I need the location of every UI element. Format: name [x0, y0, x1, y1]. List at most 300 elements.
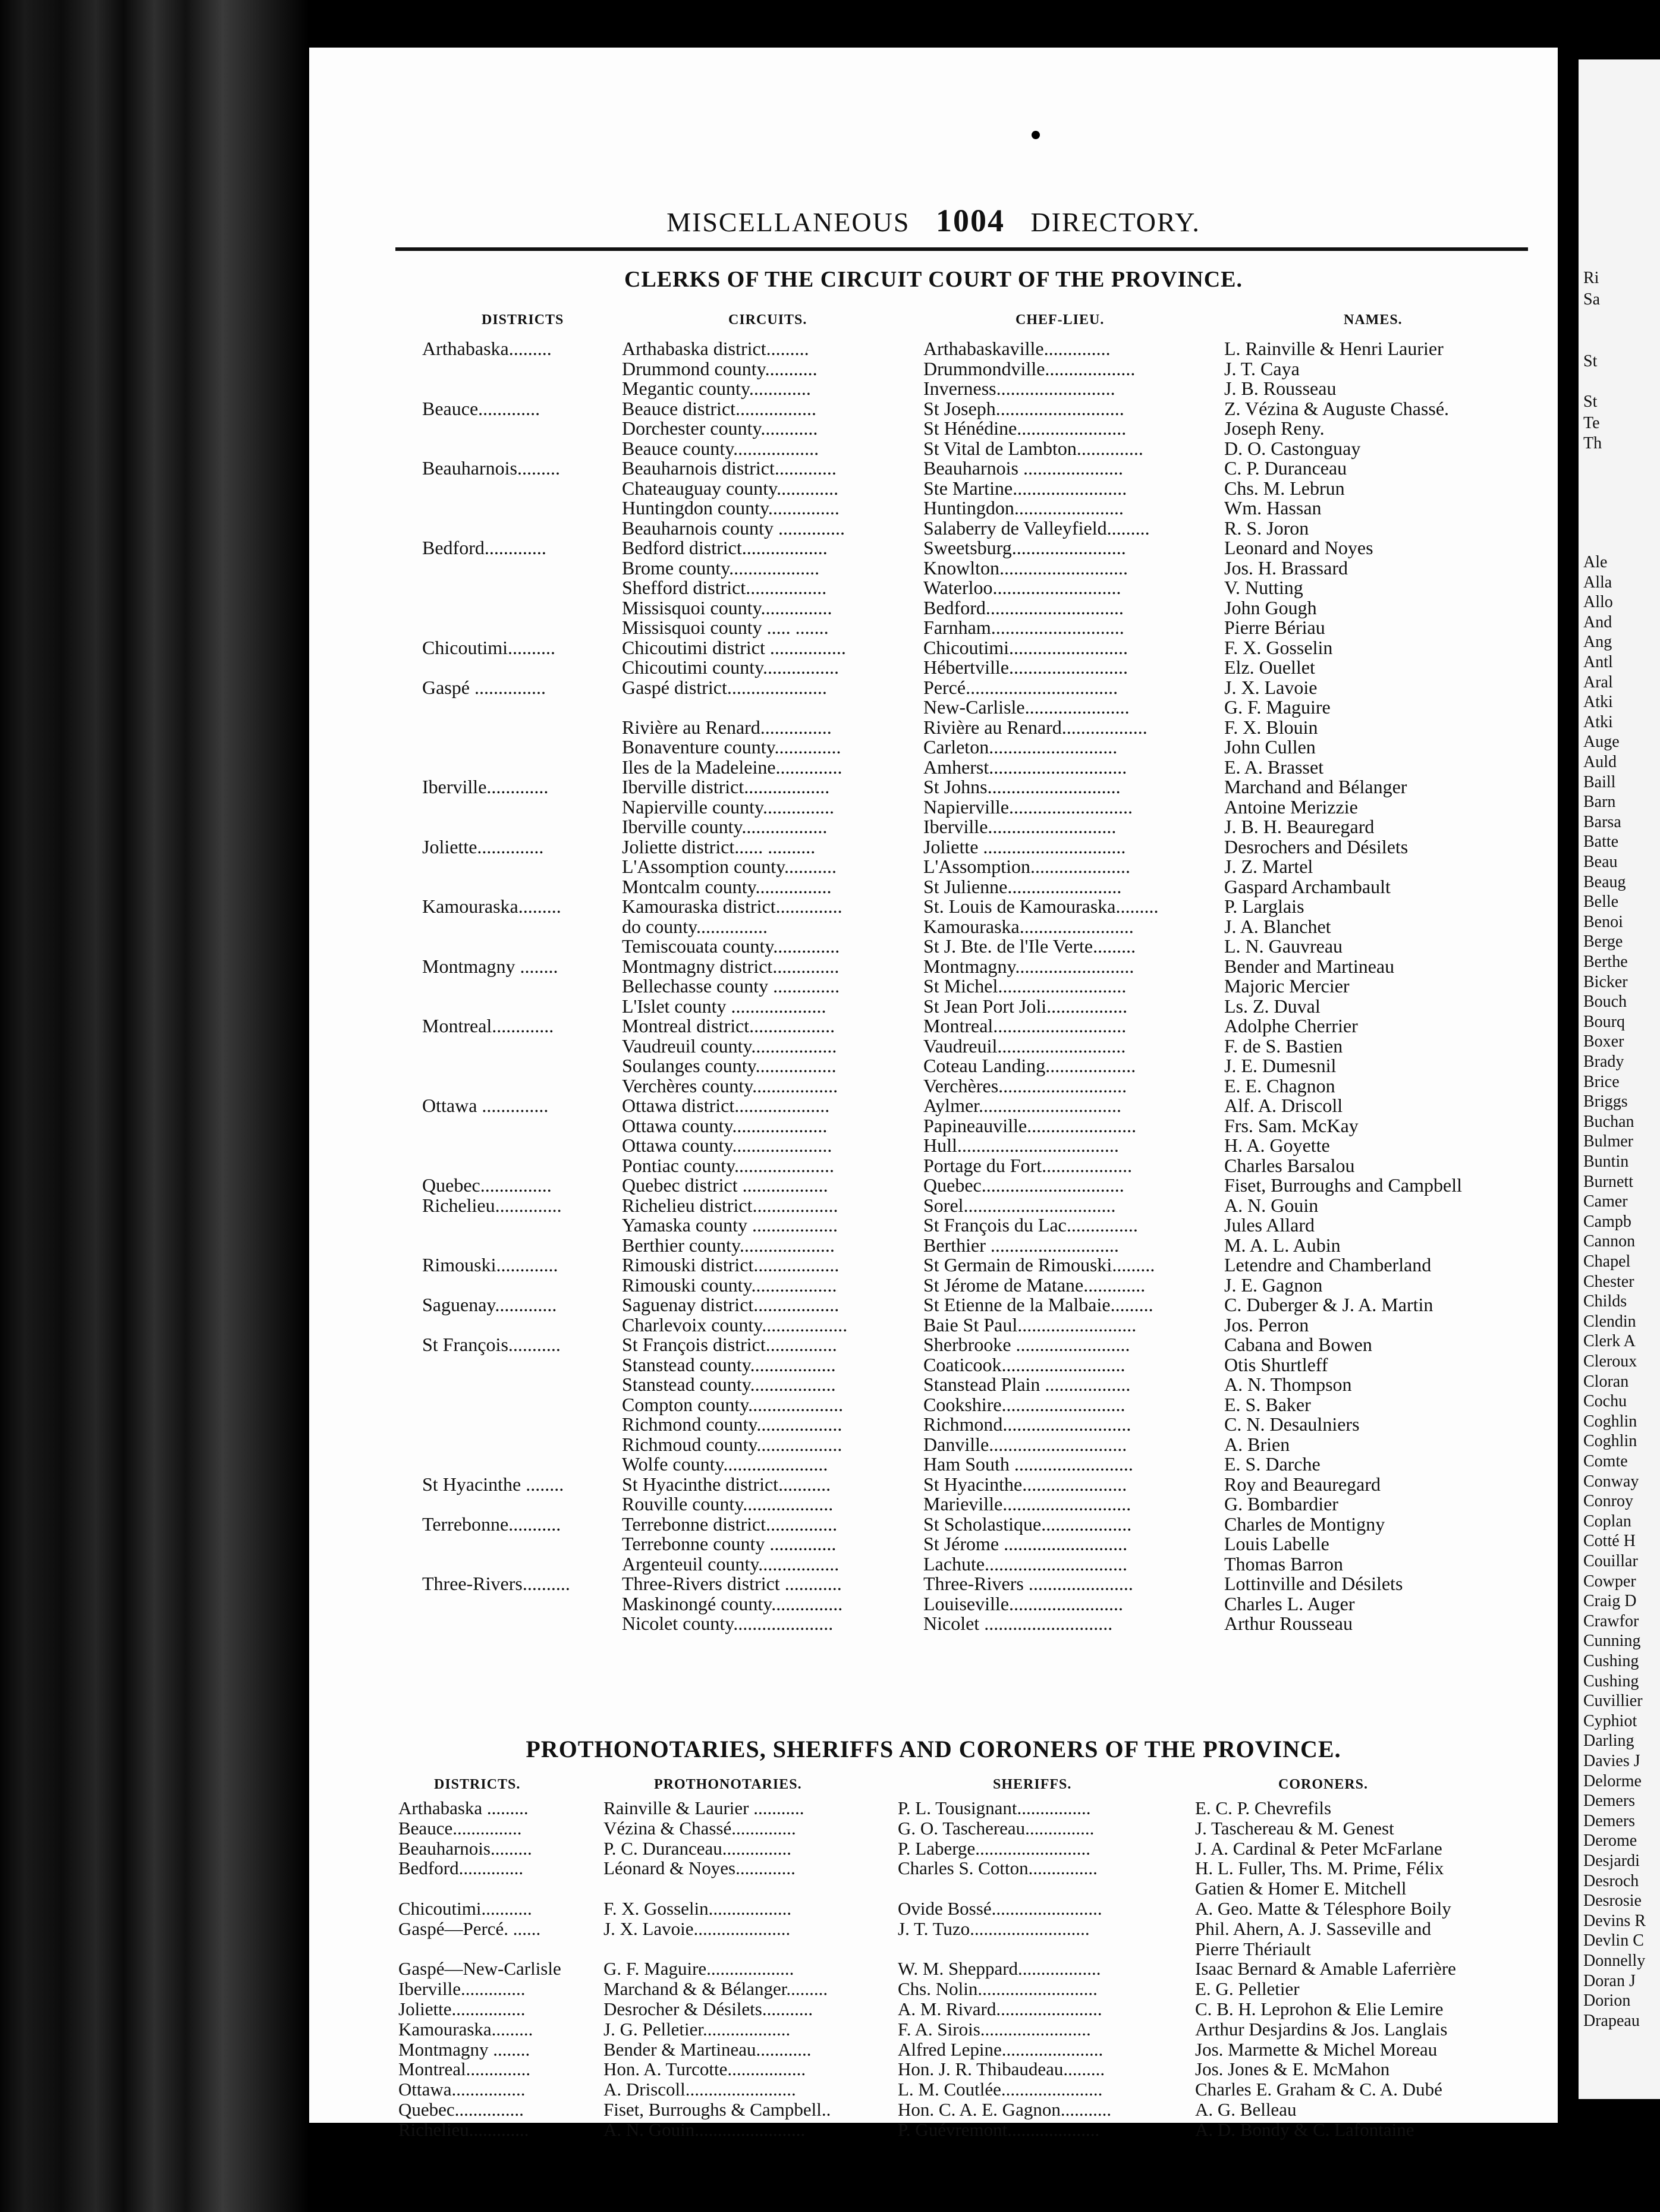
chef-lieu-cell: Carleton........................... [923, 736, 1118, 758]
clerk-name-cell: Leonard and Noyes [1224, 537, 1373, 558]
chef-lieu-cell: St Johns............................ [923, 776, 1121, 797]
facing-page-line: Aral [1583, 673, 1613, 692]
clerk-name-cell: L. Rainville & Henri Laurier [1224, 338, 1444, 359]
clerks-section-title: CLERKS OF THE CIRCUIT COURT OF THE PROVINCE. [624, 267, 1243, 292]
chef-lieu-cell: Sherbrooke ........................ [923, 1334, 1130, 1355]
sheriff-cell: Alfred Lepine...................... [898, 2038, 1103, 2060]
circuit-cell: Iberville county.................. [622, 816, 828, 837]
chef-lieu-cell: Amherst............................. [923, 756, 1127, 778]
chef-lieu-cell: Waterloo........................... [923, 577, 1121, 598]
clerk-name-cell: Roy and Beauregard [1224, 1473, 1381, 1495]
table-row [309, 2039, 1558, 2059]
district-cell: Montmagny ........ [422, 955, 558, 977]
clerk-name-cell: Bender and Martineau [1224, 955, 1395, 977]
clerk-name-cell: Letendre and Chamberland [1224, 1254, 1432, 1275]
facing-page-line: Conroy [1583, 1492, 1633, 1511]
circuit-cell: Bonaventure county.............. [622, 736, 841, 758]
district-cell: Kamouraska......... [422, 896, 561, 917]
district-cell: Montreal.............. [398, 2059, 531, 2080]
facing-page-line: Demers [1583, 1811, 1636, 1830]
district-cell: Quebec............... [422, 1174, 552, 1196]
circuit-cell: Bedford district.................. [622, 537, 828, 558]
book-binding [0, 0, 309, 2212]
circuit-cell: Shefford district................. [622, 577, 827, 598]
prothonotary-cell: Fiset, Burroughs & Campbell.. [603, 2099, 831, 2120]
page-gutter [1559, 48, 1579, 2123]
coroner-cell: Jos. Marmette & Michel Moreau [1195, 2038, 1438, 2060]
table-row [309, 956, 1558, 976]
table-row [309, 1155, 1558, 1175]
clerk-name-cell: E. A. Brasset [1224, 756, 1324, 778]
table-row [309, 617, 1558, 637]
table-row [309, 597, 1558, 617]
column-header: PROTHONOTARIES. [654, 1777, 802, 1792]
circuit-cell: L'Islet county .................... [622, 995, 826, 1017]
facing-page-line: Belle [1583, 893, 1619, 912]
circuit-cell: Montcalm county................ [622, 875, 832, 897]
column-header: CHEF-LIEU. [1016, 312, 1105, 328]
table-row [309, 1453, 1558, 1473]
facing-page-line: Devlin C [1583, 1931, 1644, 1950]
clerk-name-cell: Z. Vézina & Auguste Chassé. [1224, 397, 1450, 419]
clerk-name-cell: Joseph Reny. [1224, 417, 1325, 439]
district-cell: Gaspé ............... [422, 676, 546, 698]
circuit-cell: Pontiac county..................... [622, 1154, 834, 1176]
chef-lieu-cell: Montreal............................ [923, 1015, 1127, 1036]
chef-lieu-cell: Farnham............................ [923, 617, 1124, 638]
circuit-cell: do county............... [622, 915, 768, 937]
table-row [309, 1593, 1558, 1613]
table-row [309, 1613, 1558, 1633]
table-row [309, 557, 1558, 577]
clerk-name-cell: E. E. Chagnon [1224, 1074, 1335, 1096]
chef-lieu-cell: Sweetsburg........................ [923, 537, 1126, 558]
circuit-cell: Megantic county............. [622, 378, 811, 399]
clerk-name-cell: Wm. Hassan [1224, 497, 1322, 519]
chef-lieu-cell: Aylmer.............................. [923, 1095, 1122, 1116]
table-row [309, 1095, 1558, 1115]
chef-lieu-cell: Joliette .............................. [923, 835, 1126, 857]
coroner-cell: Gatien & Homer E. Mitchell [1195, 1878, 1407, 1899]
clerk-name-cell: H. A. Goyette [1224, 1135, 1330, 1156]
facing-page-line: Delorme [1583, 1771, 1642, 1790]
circuit-cell: Saguenay district.................. [622, 1294, 840, 1315]
coroner-cell: A. D. Bondy & C. Lafontaine [1195, 2119, 1414, 2140]
chef-lieu-cell: Berthier ........................... [923, 1234, 1119, 1256]
coroner-cell: A. G. Belleau [1195, 2099, 1297, 2120]
column-header: CORONERS. [1278, 1777, 1369, 1792]
circuit-cell: Iberville district.................. [622, 776, 830, 797]
table-row [309, 517, 1558, 538]
table-row [309, 1473, 1558, 1494]
clerk-name-cell: Elz. Ouellet [1224, 656, 1315, 678]
circuit-cell: Chateauguay county............. [622, 477, 839, 499]
directory-page [309, 48, 1558, 2140]
prothonotary-cell: Marchand & & Bélanger......... [603, 1978, 828, 2000]
facing-page-line: And [1583, 612, 1612, 631]
chef-lieu-cell: Rivière au Renard.................. [923, 716, 1147, 738]
circuit-cell: Terrebonne county .............. [622, 1533, 837, 1554]
facing-page-line: Benoi [1583, 912, 1623, 931]
chef-lieu-cell: Lachute.............................. [923, 1553, 1128, 1575]
district-cell: Chicoutimi........... [398, 1898, 532, 1919]
facing-page-line: Comte [1583, 1452, 1628, 1471]
clerk-name-cell: Chs. M. Lebrun [1224, 477, 1345, 499]
coroner-cell: E. G. Pelletier [1195, 1978, 1300, 2000]
table-row [309, 836, 1558, 856]
facing-page-line: Auge [1583, 733, 1620, 752]
table-row [309, 756, 1558, 777]
circuit-cell: Stanstead county.................. [622, 1374, 836, 1395]
prothonotary-cell: Rainville & Laurier ........... [603, 1798, 804, 1818]
sheriff-cell: P. Guévremont.................... [898, 2119, 1100, 2140]
sheriff-cell: G. O. Taschereau............... [898, 1817, 1095, 1839]
coroner-cell: C. B. H. Leprohon & Elie Lemire [1195, 1999, 1444, 2019]
column-header: NAMES. [1344, 312, 1403, 328]
table-row [309, 1135, 1558, 1155]
chef-lieu-cell: St François du Lac............... [923, 1214, 1138, 1236]
circuit-cell: Montmagny district.............. [622, 955, 840, 977]
sheriff-cell: Charles S. Cotton............... [898, 1858, 1098, 1879]
clerk-name-cell: Charles L. Auger [1224, 1592, 1355, 1614]
table-row [309, 378, 1558, 398]
prothonotary-cell: F. X. Gosselin.................. [603, 1898, 792, 1919]
clerk-name-cell: J. B. Rousseau [1224, 378, 1337, 399]
table-row [309, 1413, 1558, 1434]
facing-page-line: Berge [1583, 932, 1623, 951]
table-row [309, 358, 1558, 378]
table-row [309, 2099, 1558, 2119]
header-rule [395, 247, 1528, 251]
circuit-cell: Rouville county................... [622, 1493, 834, 1515]
prothonotary-cell: Hon. A. Turcotte................. [603, 2059, 806, 2080]
table-row [309, 816, 1558, 836]
chef-lieu-cell: Bedford............................. [923, 596, 1124, 618]
clerk-name-cell: Desrochers and Désilets [1224, 835, 1409, 857]
facing-page-line: Briggs [1583, 1092, 1628, 1111]
circuit-cell: Dorchester county............ [622, 417, 818, 439]
facing-page-line: Bourq [1583, 1012, 1625, 1031]
circuit-cell: Argenteuil county................. [622, 1553, 840, 1575]
circuit-cell: Vaudreuil county.................. [622, 1035, 837, 1057]
clerk-name-cell: Jos. H. Brassard [1224, 557, 1348, 579]
prothonotary-cell: J. G. Pelletier................... [603, 2018, 791, 2040]
column-header: SHERIFFS. [993, 1777, 1072, 1792]
table-row [309, 1274, 1558, 1294]
clerk-name-cell: F. X. Blouin [1224, 716, 1318, 738]
circuit-cell: Richmoud county.................. [622, 1433, 842, 1455]
table-row [309, 1195, 1558, 1215]
clerk-name-cell: Cabana and Bowen [1224, 1334, 1372, 1355]
table-row [309, 1374, 1558, 1394]
chef-lieu-cell: St Michel........................... [923, 975, 1127, 997]
running-head-left: MISCELLANEOUS [666, 207, 910, 237]
circuit-cell: Rivière au Renard............... [622, 716, 832, 738]
district-cell: Ottawa................ [398, 2079, 526, 2100]
district-cell: Beauharnois......... [398, 1837, 532, 1859]
chef-lieu-cell: Portage du Fort................... [923, 1154, 1133, 1176]
table-row [309, 1958, 1558, 1978]
chef-lieu-cell: Iberville........................... [923, 816, 1117, 837]
facing-page-line: Clerk A [1583, 1332, 1636, 1351]
table-row [309, 637, 1558, 657]
circuit-cell: Huntingdon county............... [622, 497, 840, 519]
chef-lieu-cell: Beauharnois ..................... [923, 457, 1123, 479]
clerk-name-cell: Alf. A. Driscoll [1224, 1095, 1343, 1116]
clerk-name-cell: Otis Shurtleff [1224, 1353, 1328, 1375]
facing-page-line: Couillar [1583, 1552, 1638, 1570]
facing-page-line: Ale [1583, 553, 1608, 571]
chef-lieu-cell: Danville............................. [923, 1433, 1127, 1455]
table-row [309, 935, 1558, 956]
circuit-cell: St François district............... [622, 1334, 837, 1355]
sheriff-cell: Ovide Bossé........................ [898, 1898, 1102, 1919]
chef-lieu-cell: Marieville........................... [923, 1493, 1131, 1515]
chef-lieu-cell: St Jérome .......................... [923, 1533, 1128, 1554]
facing-page-line: Desroch [1583, 1871, 1639, 1890]
clerk-name-cell: M. A. L. Aubin [1224, 1234, 1341, 1256]
chef-lieu-cell: St Vital de Lambton.............. [923, 437, 1143, 459]
circuit-cell: Drummond county........... [622, 357, 818, 379]
facing-page-line: Cotté H [1583, 1532, 1636, 1551]
district-cell: St François........... [422, 1334, 561, 1355]
circuit-cell: Soulanges county................. [622, 1055, 837, 1076]
coroner-cell: Pierre Thériault [1195, 1938, 1311, 1959]
coroner-cell: J. A. Cardinal & Peter McFarlane [1195, 1837, 1442, 1859]
chef-lieu-cell: St Joseph........................... [923, 397, 1124, 419]
clerk-name-cell: J. E. Dumesnil [1224, 1055, 1337, 1076]
table-row [309, 1978, 1558, 1999]
facing-page-line: Demers [1583, 1792, 1636, 1811]
district-cell: Bedford.............. [398, 1858, 524, 1879]
facing-page-line: Boxer [1583, 1032, 1624, 1051]
table-row [309, 1513, 1558, 1534]
clerk-name-cell: J. B. H. Beauregard [1224, 816, 1375, 837]
chef-lieu-cell: Baie St Paul......................... [923, 1314, 1137, 1336]
district-cell: Beauharnois......... [422, 457, 560, 479]
circuit-cell: Brome county................... [622, 557, 820, 579]
chef-lieu-cell: Salaberry de Valleyfield......... [923, 517, 1150, 539]
table-row [309, 717, 1558, 737]
facing-page-line: Te [1583, 414, 1600, 432]
clerk-name-cell: G. Bombardier [1224, 1493, 1338, 1515]
district-cell: Joliette.............. [422, 835, 544, 857]
column-header: CIRCUITS. [728, 312, 807, 328]
facing-page-line: Batte [1583, 832, 1619, 852]
chef-lieu-cell: Arthabaskaville.............. [923, 338, 1111, 359]
table-row [309, 896, 1558, 916]
table-row [309, 1533, 1558, 1553]
sheriff-cell: A. M. Rivard....................... [898, 1999, 1102, 2019]
table-row [309, 677, 1558, 697]
facing-page-line: Davies J [1583, 1752, 1640, 1770]
circuit-cell: Joliette district...... .......... [622, 835, 816, 857]
prothonotary-cell: G. F. Maguire................... [603, 1958, 794, 1980]
facing-page-line: Clendin [1583, 1312, 1636, 1331]
clerk-name-cell: A. N. Thompson [1224, 1374, 1352, 1395]
table-row [309, 1493, 1558, 1513]
prothonotary-cell: A. Driscoll........................ [603, 2079, 796, 2100]
chef-lieu-cell: Hébertville......................... [923, 656, 1128, 678]
facing-page-line: Alla [1583, 573, 1612, 592]
circuit-cell: Montreal district.................. [622, 1015, 835, 1036]
district-cell: Montmagny ........ [398, 2038, 530, 2060]
circuit-cell: Wolfe county...................... [622, 1453, 828, 1475]
chef-lieu-cell: Ham South ......................... [923, 1453, 1133, 1475]
clerk-name-cell: Fiset, Burroughs and Campbell [1224, 1174, 1462, 1196]
table-row [309, 1254, 1558, 1274]
facing-page-line: Cleroux [1583, 1352, 1637, 1371]
circuit-cell: Ottawa county..................... [622, 1135, 832, 1156]
clerk-name-cell: J. X. Lavoie [1224, 676, 1318, 698]
circuit-cell: Kamouraska district.............. [622, 896, 842, 917]
table-row [309, 1015, 1558, 1035]
circuit-cell: Quebec district .................. [622, 1174, 828, 1196]
chef-lieu-cell: Quebec.............................. [923, 1174, 1124, 1196]
table-row [309, 796, 1558, 816]
sheriff-cell: Chs. Nolin.......................... [898, 1978, 1098, 2000]
coroner-cell: Isaac Bernard & Amable Laferrière [1195, 1958, 1456, 1980]
facing-page-line: Bouch [1583, 992, 1627, 1011]
facing-page-line: St [1583, 392, 1598, 411]
table-row [309, 477, 1558, 498]
coroner-cell: Charles E. Graham & C. A. Dubé [1195, 2079, 1442, 2100]
table-row [309, 736, 1558, 756]
chef-lieu-cell: Nicolet ........................... [923, 1613, 1113, 1634]
district-cell: Gaspé—Percé. ...... [398, 1918, 541, 1939]
table-row [309, 1174, 1558, 1195]
table-row [309, 1999, 1558, 2019]
chef-lieu-cell: St Hénédine....................... [923, 417, 1127, 439]
chef-lieu-cell: Vaudreuil........................... [923, 1035, 1126, 1057]
circuit-cell: Compton county.................... [622, 1393, 844, 1415]
chef-lieu-cell: Verchères........................... [923, 1074, 1127, 1096]
facing-page-line: Beaug [1583, 872, 1626, 891]
clerk-name-cell: E. S. Darche [1224, 1453, 1321, 1475]
district-cell: Bedford............. [422, 537, 546, 558]
circuit-cell: Three-Rivers district ............ [622, 1573, 842, 1594]
clerk-name-cell: F. de S. Bastien [1224, 1035, 1343, 1057]
circuit-cell: Ottawa county.................... [622, 1114, 828, 1136]
district-cell: Kamouraska......... [398, 2018, 533, 2040]
coroner-cell: H. L. Fuller, Ths. M. Prime, Félix [1195, 1858, 1444, 1879]
circuit-cell: Beauharnois district............. [622, 457, 837, 479]
chef-lieu-cell: Sorel................................ [923, 1194, 1116, 1216]
clerk-name-cell: L. N. Gauvreau [1224, 935, 1343, 957]
chef-lieu-cell: Drummondville................... [923, 357, 1136, 379]
table-row [309, 876, 1558, 896]
facing-page-line: Donnelly [1583, 1952, 1646, 1970]
facing-page-line: Dorion [1583, 1991, 1631, 2010]
table-row [309, 1858, 1558, 1878]
circuit-cell: Chicoutimi district ................ [622, 636, 846, 658]
clerk-name-cell: A. N. Gouin [1224, 1194, 1319, 1216]
sheriff-cell: P. Laberge......................... [898, 1837, 1091, 1859]
circuit-cell: Missisquoi county............... [622, 596, 832, 618]
clerk-name-cell: J. Z. Martel [1224, 856, 1313, 877]
table-row [309, 856, 1558, 876]
circuit-cell: Napierville county............... [622, 796, 834, 818]
table-row [309, 1553, 1558, 1573]
clerk-name-cell: J. A. Blanchet [1224, 915, 1331, 937]
chef-lieu-cell: Chicoutimi......................... [923, 636, 1128, 658]
column-header: DISTRICTS. [434, 1777, 521, 1792]
chef-lieu-cell: Huntingdon....................... [923, 497, 1124, 519]
table-row [309, 1434, 1558, 1454]
circuit-cell: Iles de la Madeleine.............. [622, 756, 842, 778]
prothonotary-cell: A. N. Gouin........................ [603, 2119, 806, 2140]
circuit-cell: Beauce county.................. [622, 437, 819, 459]
facing-page-line: Sa [1583, 290, 1600, 309]
facing-page-line: Berthe [1583, 953, 1628, 971]
facing-page-line: Camer [1583, 1192, 1628, 1211]
chef-lieu-cell: Three-Rivers ...................... [923, 1573, 1133, 1594]
circuit-cell: Berthier county.................... [622, 1234, 835, 1256]
coroner-cell: E. C. P. Chevrefils [1195, 1798, 1332, 1818]
circuit-cell: Maskinongé county............... [622, 1592, 843, 1614]
facing-page-line: Darling [1583, 1732, 1634, 1751]
facing-page-line: Cyphiot [1583, 1711, 1637, 1730]
table-row [309, 2019, 1558, 2039]
clerk-name-cell: Adolphe Cherrier [1224, 1015, 1358, 1036]
chef-lieu-cell: Napierville.......................... [923, 796, 1133, 818]
district-cell: Three-Rivers.......... [422, 1573, 570, 1594]
table-row [309, 457, 1558, 477]
circuit-cell: Verchères county.................. [622, 1074, 838, 1096]
clerk-name-cell: A. Brien [1224, 1433, 1290, 1455]
district-cell: Beauce............... [398, 1817, 522, 1839]
circuit-cell: Yamaska county .................. [622, 1214, 838, 1236]
facing-page-fragment [1579, 59, 1660, 2099]
facing-page-line: Allo [1583, 593, 1613, 612]
prothonotary-cell: Bender & Martineau............ [603, 2038, 812, 2060]
table-row [309, 696, 1558, 717]
facing-page-line: Buchan [1583, 1112, 1634, 1131]
clerk-name-cell: C. P. Duranceau [1224, 457, 1347, 479]
sheriff-cell: J. T. Tuzo.......................... [898, 1918, 1090, 1939]
clerk-name-cell: Jos. Perron [1224, 1314, 1309, 1336]
ink-dot [1032, 131, 1040, 139]
clerk-name-cell: Majoric Mercier [1224, 975, 1350, 997]
sheriff-cell: F. A. Sirois........................ [898, 2018, 1091, 2040]
facing-page-line: Buntin [1583, 1152, 1629, 1171]
facing-page-line: Cowper [1583, 1572, 1636, 1591]
table-row [309, 577, 1558, 597]
facing-page-line: Coplan [1583, 1512, 1631, 1531]
facing-page-line: Beau [1583, 853, 1618, 871]
clerk-name-cell: G. F. Maguire [1224, 696, 1331, 718]
coroner-cell: Arthur Desjardins & Jos. Langlais [1195, 2018, 1448, 2040]
prothonotary-cell: P. C. Duranceau............... [603, 1837, 791, 1859]
table-row [309, 1334, 1558, 1354]
chef-lieu-cell: St Scholastique................... [923, 1513, 1132, 1535]
table-row [309, 916, 1558, 936]
prothonotary-cell: Vézina & Chassé.............. [603, 1817, 796, 1839]
table-row [309, 1838, 1558, 1858]
circuit-cell: Rimouski county.................. [622, 1274, 837, 1296]
district-cell: Montreal............. [422, 1015, 554, 1036]
clerk-name-cell: Pierre Bériau [1224, 617, 1325, 638]
facing-page-line: Burnett [1583, 1172, 1633, 1191]
clerk-name-cell: John Gough [1224, 596, 1317, 618]
chef-lieu-cell: Inverness......................... [923, 378, 1115, 399]
circuit-cell: Bellechasse county .............. [622, 975, 840, 997]
chef-lieu-cell: Knowlton........................... [923, 557, 1128, 579]
facing-page-line: Campb [1583, 1212, 1631, 1231]
clerk-name-cell: D. O. Castonguay [1224, 437, 1361, 459]
table-row [309, 537, 1558, 557]
circuit-cell: Stanstead county.................. [622, 1353, 836, 1375]
